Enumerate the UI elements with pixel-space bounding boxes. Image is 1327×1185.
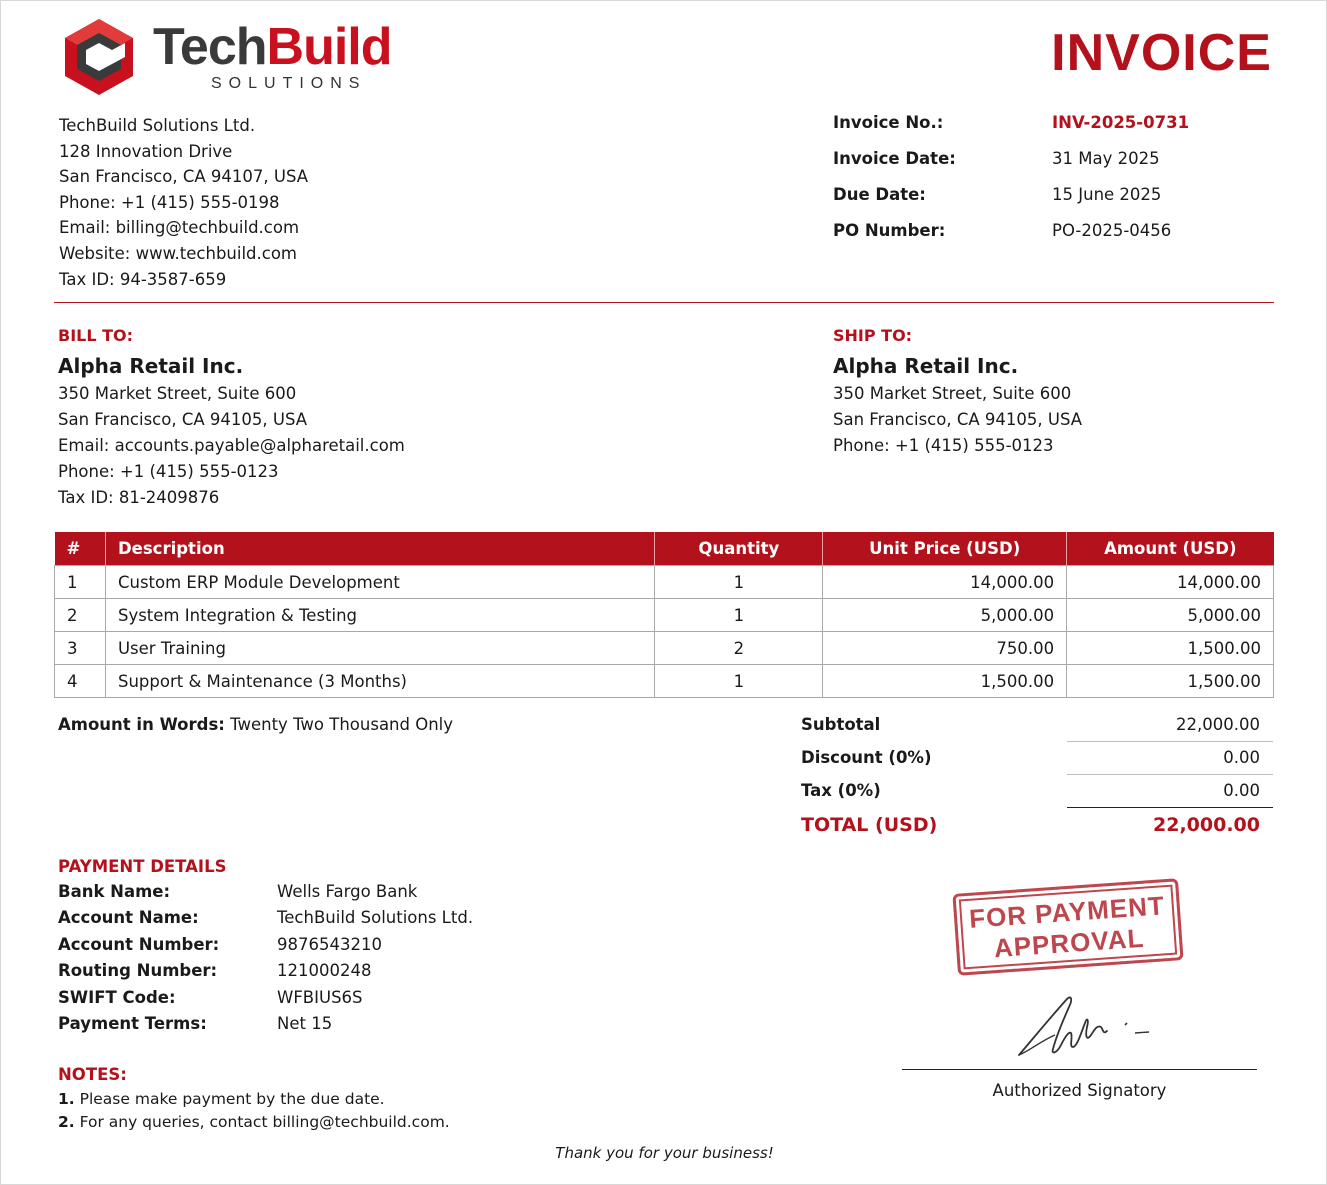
item-description: Support & Maintenance (3 Months) [105, 665, 654, 698]
payment-label: Account Name: [58, 908, 199, 928]
amount-in-words [58, 715, 453, 734]
tax-row [801, 775, 1273, 808]
invoice-meta [833, 113, 1189, 257]
meta-row-due-date [833, 185, 1189, 221]
note-item [58, 1113, 450, 1136]
document-title: INVOICE [1051, 24, 1272, 82]
item-description: Custom ERP Module Development [105, 566, 654, 599]
item-quantity: 1 [655, 665, 823, 698]
payment-label: Payment Terms: [58, 1013, 207, 1033]
payment-label: Routing Number: [58, 961, 218, 981]
stamp-line-1: FOR PAYMENT [968, 890, 1166, 934]
payment-label: Account Number: [58, 934, 220, 954]
notes-heading: NOTES: [58, 1065, 127, 1084]
signature-scribble [1011, 989, 1161, 1061]
company-address-line-2: San Francisco, CA 94107, USA [59, 167, 309, 187]
tax-label: Tax (0%) [801, 781, 881, 800]
payment-row [58, 935, 473, 961]
payment-details-heading: PAYMENT DETAILS [58, 857, 227, 876]
payment-label: Bank Name: [58, 882, 171, 901]
company-name: TechBuild Solutions Ltd. [59, 116, 256, 135]
payment-row [58, 1014, 473, 1040]
logo-word-build: Build [266, 18, 392, 76]
subtotal-row [801, 709, 1273, 742]
item-amount: 1,500.00 [1067, 665, 1274, 698]
meta-row-invoice-no [833, 113, 1189, 149]
payment-details [58, 857, 473, 1040]
company-phone: Phone: +1 (415) 555-0198 [59, 192, 280, 212]
tax-value: 0.00 [1223, 781, 1260, 800]
subtotal-label: Subtotal [801, 715, 881, 734]
column-header-amount: Amount (USD) [1067, 532, 1274, 566]
payment-value: WFBIUS6S [277, 987, 363, 1007]
discount-row [801, 742, 1273, 775]
line-items-table [54, 532, 1274, 698]
header-divider [54, 302, 1274, 303]
bill-to-heading: BILL TO: [58, 326, 134, 345]
table-row [55, 599, 1274, 632]
table-row [55, 632, 1274, 665]
table-row [55, 566, 1274, 599]
meta-label: PO Number: [833, 221, 946, 240]
totals-block [801, 709, 1273, 841]
discount-label: Discount (0%) [801, 748, 932, 767]
logo-wordmark [153, 15, 392, 79]
item-description: System Integration & Testing [105, 599, 654, 632]
payment-label: SWIFT Code: [58, 987, 176, 1007]
item-amount: 5,000.00 [1067, 599, 1274, 632]
total-value: 22,000.00 [1153, 814, 1260, 836]
approval-stamp [952, 878, 1183, 976]
bill-to-address-line-2: San Francisco, CA 94105, USA [58, 410, 308, 429]
payment-row [58, 908, 473, 934]
hexagon-logo-icon [59, 17, 139, 97]
signatory-label: Authorized Signatory [992, 1081, 1167, 1100]
item-description: User Training [105, 632, 654, 665]
note-number: 1. [58, 1090, 75, 1108]
meta-label: Due Date: [833, 185, 926, 204]
meta-value: 31 May 2025 [1052, 149, 1160, 168]
thank-you-note: Thank you for your business! [555, 1144, 774, 1162]
item-unit-price: 14,000.00 [823, 566, 1067, 599]
column-header-description: Description [105, 532, 654, 566]
item-amount: 14,000.00 [1067, 566, 1274, 599]
total-row [801, 808, 1273, 841]
payment-value: 9876543210 [277, 934, 382, 954]
company-email: Email: billing@techbuild.com [59, 218, 300, 238]
bill-to-block [58, 323, 405, 511]
ship-to-phone: Phone: +1 (415) 555-0123 [833, 436, 1054, 455]
table-row [55, 665, 1274, 698]
ship-to-address-line-2: San Francisco, CA 94105, USA [833, 410, 1083, 429]
note-text: For any queries, contact billing@techbuild.com. [74, 1113, 450, 1131]
column-header-unit-price: Unit Price (USD) [823, 532, 1067, 566]
column-header-quantity: Quantity [655, 532, 823, 566]
note-text: Please make payment by the due date. [74, 1090, 385, 1108]
meta-value: INV-2025-0731 [1052, 113, 1190, 132]
item-unit-price: 750.00 [823, 632, 1067, 665]
subtotal-value: 22,000.00 [1176, 715, 1260, 734]
note-number: 2. [58, 1113, 75, 1131]
company-tax-id: Tax ID: 94-3587-659 [59, 269, 227, 289]
payment-row [58, 882, 473, 908]
payment-value: 121000248 [277, 961, 372, 981]
meta-row-invoice-date [833, 149, 1189, 185]
item-quantity: 2 [655, 632, 823, 665]
amount-in-words-label: Amount in Words: [58, 715, 225, 734]
meta-row-po-number [833, 221, 1189, 257]
logo-subtitle: SOLUTIONS [211, 75, 367, 92]
logo-word-tech: Tech [153, 18, 267, 76]
meta-label: Invoice No.: [833, 113, 944, 132]
item-number: 1 [55, 566, 106, 599]
payment-value: Net 15 [277, 1013, 333, 1033]
payment-value: Wells Fargo Bank [277, 882, 418, 901]
bill-to-name: Alpha Retail Inc. [58, 354, 244, 378]
meta-value: 15 June 2025 [1052, 185, 1162, 204]
table-header-row [55, 532, 1274, 566]
bill-to-tax-id: Tax ID: 81-2409876 [58, 488, 220, 507]
column-header-number: # [55, 532, 106, 566]
notes-block [58, 1065, 450, 1136]
item-number: 3 [55, 632, 106, 665]
ship-to-heading: SHIP TO: [833, 326, 913, 345]
item-number: 2 [55, 599, 106, 632]
bill-to-address-line-1: 350 Market Street, Suite 600 [58, 384, 297, 403]
bill-to-phone: Phone: +1 (415) 555-0123 [58, 462, 279, 481]
payment-value: TechBuild Solutions Ltd. [277, 908, 474, 928]
payment-row [58, 988, 473, 1014]
company-address-line-1: 128 Innovation Drive [59, 141, 233, 161]
item-unit-price: 5,000.00 [823, 599, 1067, 632]
company-website: Website: www.techbuild.com [59, 243, 298, 263]
discount-value: 0.00 [1223, 748, 1260, 767]
item-unit-price: 1,500.00 [823, 665, 1067, 698]
ship-to-block [833, 323, 1082, 459]
signature-line [902, 1069, 1257, 1070]
amount-in-words-value: Twenty Two Thousand Only [230, 715, 454, 734]
bill-to-email: Email: accounts.payable@alpharetail.com [58, 436, 405, 455]
company-info [59, 113, 308, 292]
payment-row [58, 961, 473, 987]
meta-label: Invoice Date: [833, 149, 956, 168]
item-quantity: 1 [655, 599, 823, 632]
note-item [58, 1090, 450, 1113]
ship-to-name: Alpha Retail Inc. [833, 354, 1019, 378]
meta-value: PO-2025-0456 [1052, 221, 1172, 240]
item-amount: 1,500.00 [1067, 632, 1274, 665]
stamp-line-2: APPROVAL [992, 922, 1146, 964]
total-label: TOTAL (USD) [801, 814, 938, 836]
item-number: 4 [55, 665, 106, 698]
item-quantity: 1 [655, 566, 823, 599]
ship-to-address-line-1: 350 Market Street, Suite 600 [833, 384, 1072, 403]
